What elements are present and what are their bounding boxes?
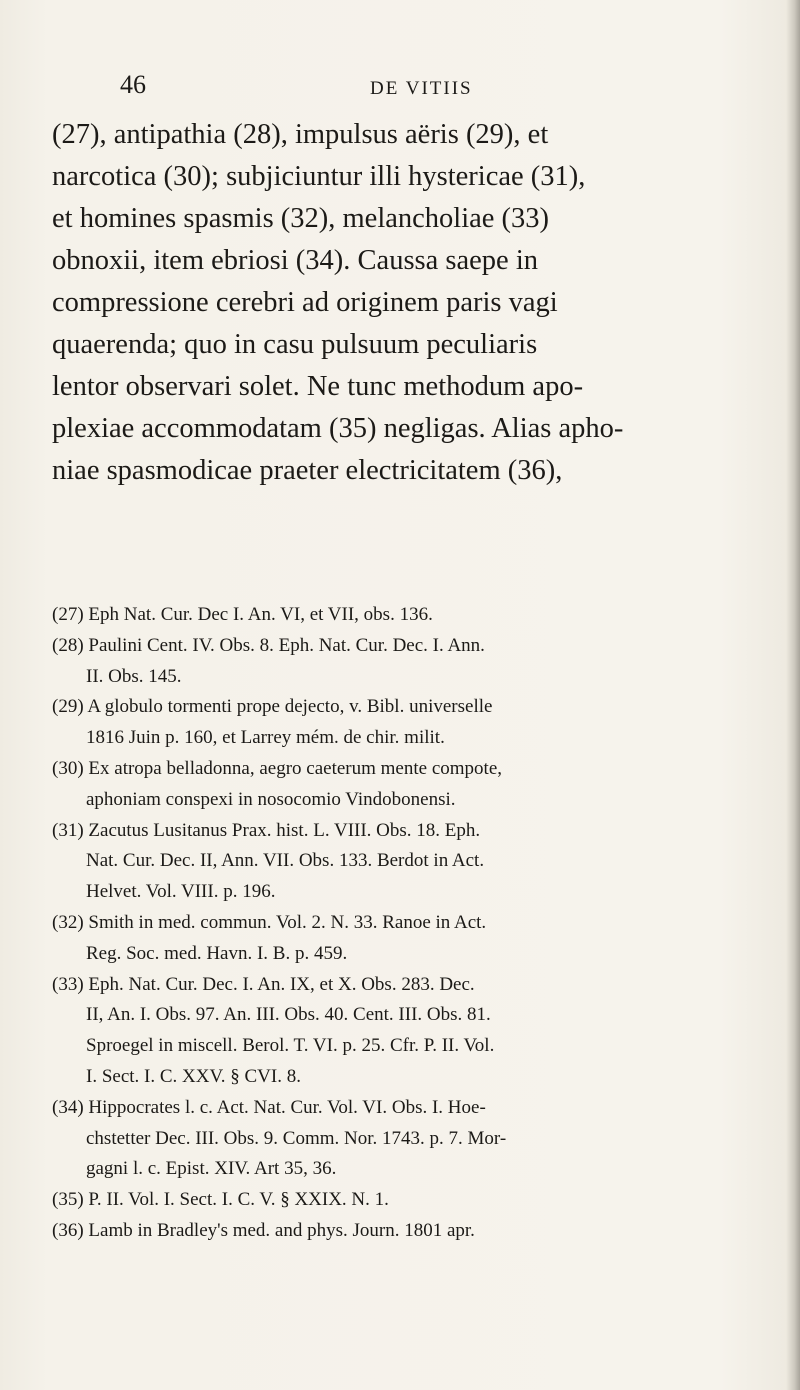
text-line: obnoxii, item ebriosi (34). Caussa saepe in	[52, 245, 538, 276]
text-line: (27), antipathia (28), impulsus aëris (29), et	[52, 119, 549, 150]
footnote-line: Nat. Cur. Dec. II, Ann. VII. Obs. 133. Berdot in Act.	[86, 850, 485, 872]
footnote-line: chstetter Dec. III. Obs. 9. Comm. Nor. 1743. p. 7. Mor-	[86, 1127, 507, 1149]
footnote-line: (29) A globulo tormenti prope dejecto, v. Bibl. universelle	[52, 696, 493, 718]
footnote-line: II. Obs. 145.	[86, 665, 182, 687]
footnote-line: (31) Zacutus Lusitanus Prax. hist. L. VIII. Obs. 18. Eph.	[52, 819, 481, 841]
footnote-line: (35) P. II. Vol. I. Sect. I. C. V. § XXIX. N. 1.	[52, 1189, 389, 1211]
footnote-line: II, An. I. Obs. 97. An. III. Obs. 40. Cent. III. Obs. 81.	[86, 1004, 491, 1026]
footnote-line: (36) Lamb in Bradley's med. and phys. Journ. 1801 apr.	[52, 1219, 475, 1241]
footnote-line: (32) Smith in med. commun. Vol. 2. N. 33. Ranoe in Act.	[52, 911, 487, 933]
footnote-line: I. Sect. I. C. XXV. § CVI. 8.	[86, 1065, 301, 1087]
footnote-line: (28) Paulini Cent. IV. Obs. 8. Eph. Nat. Cur. Dec. I. Ann.	[52, 634, 485, 656]
footnote-line: Helvet. Vol. VIII. p. 196.	[86, 881, 276, 903]
text-line: plexiae accommodatam (35) negligas. Alias apho-	[52, 413, 624, 444]
text-line: et homines spasmis (32), melancholiae (33)	[52, 203, 550, 234]
text-line: narcotica (30); subjiciuntur illi hystericae (31),	[52, 161, 586, 192]
footnote-line: (33) Eph. Nat. Cur. Dec. I. An. IX, et X. Obs. 283. Dec.	[52, 973, 475, 995]
text-line: lentor observari solet. Ne tunc methodum apo-	[52, 371, 584, 402]
page-header	[100, 70, 740, 110]
text-line: compressione cerebri ad originem paris vagi	[52, 287, 558, 318]
page-number: 46	[120, 70, 146, 99]
footnote-line: gagni l. c. Epist. XIV. Art 35, 36.	[86, 1158, 337, 1180]
footnote-line: (34) Hippocrates l. c. Act. Nat. Cur. Vol. VI. Obs. I. Hoe-	[52, 1096, 486, 1118]
page-edge-shadow	[786, 0, 800, 1390]
footnote-line: Sproegel in miscell. Berol. T. VI. p. 25. Cfr. P. II. Vol.	[86, 1035, 495, 1057]
footnotes	[52, 600, 752, 1247]
footnote-line: 1816 Juin p. 160, et Larrey mém. de chir. milit.	[86, 727, 445, 749]
footnote-line: aphoniam conspexi in nosocomio Vindobonensi.	[86, 788, 456, 810]
text-line: quaerenda; quo in casu pulsuum peculiaris	[52, 329, 538, 360]
text-line: niae spasmodicae praeter electricitatem (36),	[52, 455, 563, 486]
footnote-line: Reg. Soc. med. Havn. I. B. p. 459.	[86, 942, 348, 964]
footnote-line: (27) Eph Nat. Cur. Dec I. An. VI, et VII, obs. 136.	[52, 604, 433, 625]
running-head: DE VITIIS	[370, 78, 473, 99]
main-text	[52, 114, 752, 492]
footnote-line: (30) Ex atropa belladonna, aegro caeterum mente compote,	[52, 757, 502, 779]
